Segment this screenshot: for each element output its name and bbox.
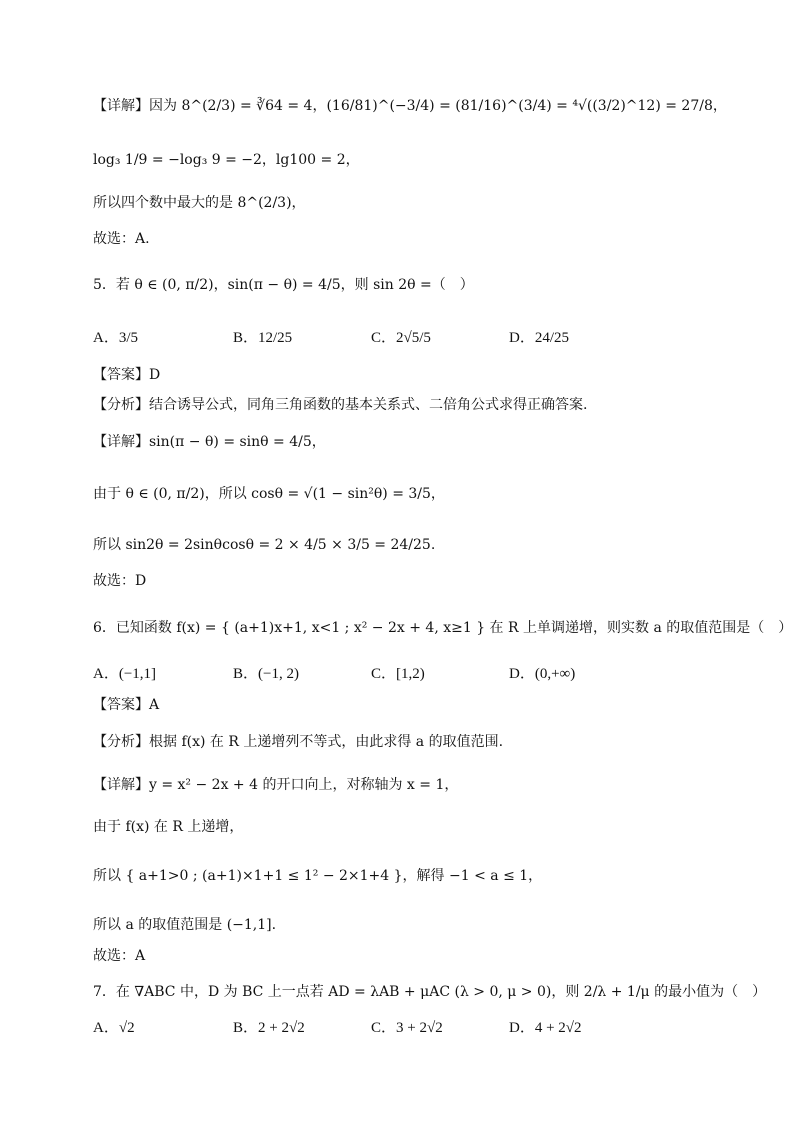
detail-q5-step3: 所以 sin2θ = 2sinθcosθ = 2 × 4/5 × 3/5 = 24/25. [93, 537, 436, 553]
analysis-q5: 【分析】结合诱导公式，同角三角函数的基本关系式、二倍角公式求得正确答案. [93, 397, 588, 413]
analysis-q6: 【分析】根据 f(x) 在 R 上递增列不等式，由此求得 a 的取值范围. [93, 734, 504, 750]
question-6: 6．已知函数 f(x) = { (a+1)x+1, x<1 ; x² − 2x + 4, x≥1 } 在 R 上单调递增，则实数 a 的取值范围是（ ） [93, 620, 793, 636]
option-c-q5: C．2√5/5 [371, 330, 431, 346]
detail-q6-step4: 所以 a 的取值范围是 (−1,1]. [93, 917, 277, 933]
option-c-q7: C．3 + 2√2 [371, 1020, 443, 1036]
detail-line-q4: 【详解】因为 8^(2/3) = ∛64 = 4，(16/81)^(−3/4) = (81/16)^(3/4) = ⁴√((3/2)^12) = 27/8， [93, 98, 727, 114]
answer-q5: 【答案】D [93, 367, 161, 383]
answer-q6: 【答案】A [93, 697, 160, 713]
option-a-q6: A．(−1,1] [93, 666, 157, 682]
option-d-q5: D．24/25 [509, 330, 570, 346]
detail-q5-step1: 【详解】sin(π − θ) = sinθ = 4/5， [93, 434, 326, 450]
options-q7 [93, 1018, 733, 1058]
detail-line-q4-logs: log₃ 1/9 = −log₃ 9 = −2，lg100 = 2， [93, 152, 360, 168]
detail-line-q4-conclusion: 所以四个数中最大的是 8^(2/3)， [93, 195, 306, 211]
option-a-q7: A．√2 [93, 1020, 135, 1036]
question-5: 5．若 θ ∈ (0, π/2)，sin(π − θ) = 4/5，则 sin 2θ =（ ） [93, 277, 474, 293]
options-q6 [93, 664, 733, 704]
options-q5 [93, 328, 733, 368]
option-b-q7: B．2 + 2√2 [233, 1020, 305, 1036]
question-7: 7．在 ∇ABC 中，D 为 BC 上一点若 AD = λAB + μAC (λ > 0, μ > 0)，则 2/λ + 1/μ 的最小值为（ ） [93, 984, 767, 1000]
detail-q6-step2: 由于 f(x) 在 R 上递增， [93, 819, 244, 835]
option-c-q6: C．[1,2) [371, 666, 425, 682]
option-b-q6: B．(−1, 2) [233, 666, 299, 682]
detail-q6-step1: 【详解】y = x² − 2x + 4 的开口向上，对称轴为 x = 1， [93, 777, 459, 793]
option-a-q5: A．3/5 [93, 330, 139, 346]
answer-choice-q6: 故选：A [93, 948, 146, 964]
option-d-q6: D．(0,+∞) [509, 666, 576, 682]
detail-q6-step3: 所以 { a+1>0 ; (a+1)×1+1 ≤ 1² − 2×1+4 }，解得 −1 < a ≤ 1， [93, 868, 543, 884]
answer-choice-q4: 故选：A. [93, 231, 150, 247]
option-b-q5: B．12/25 [233, 330, 293, 346]
detail-q5-step2: 由于 θ ∈ (0, π/2)，所以 cosθ = √(1 − sin²θ) = 3/5， [93, 486, 445, 502]
option-d-q7: D．4 + 2√2 [509, 1020, 582, 1036]
answer-choice-q5: 故选：D [93, 573, 147, 589]
